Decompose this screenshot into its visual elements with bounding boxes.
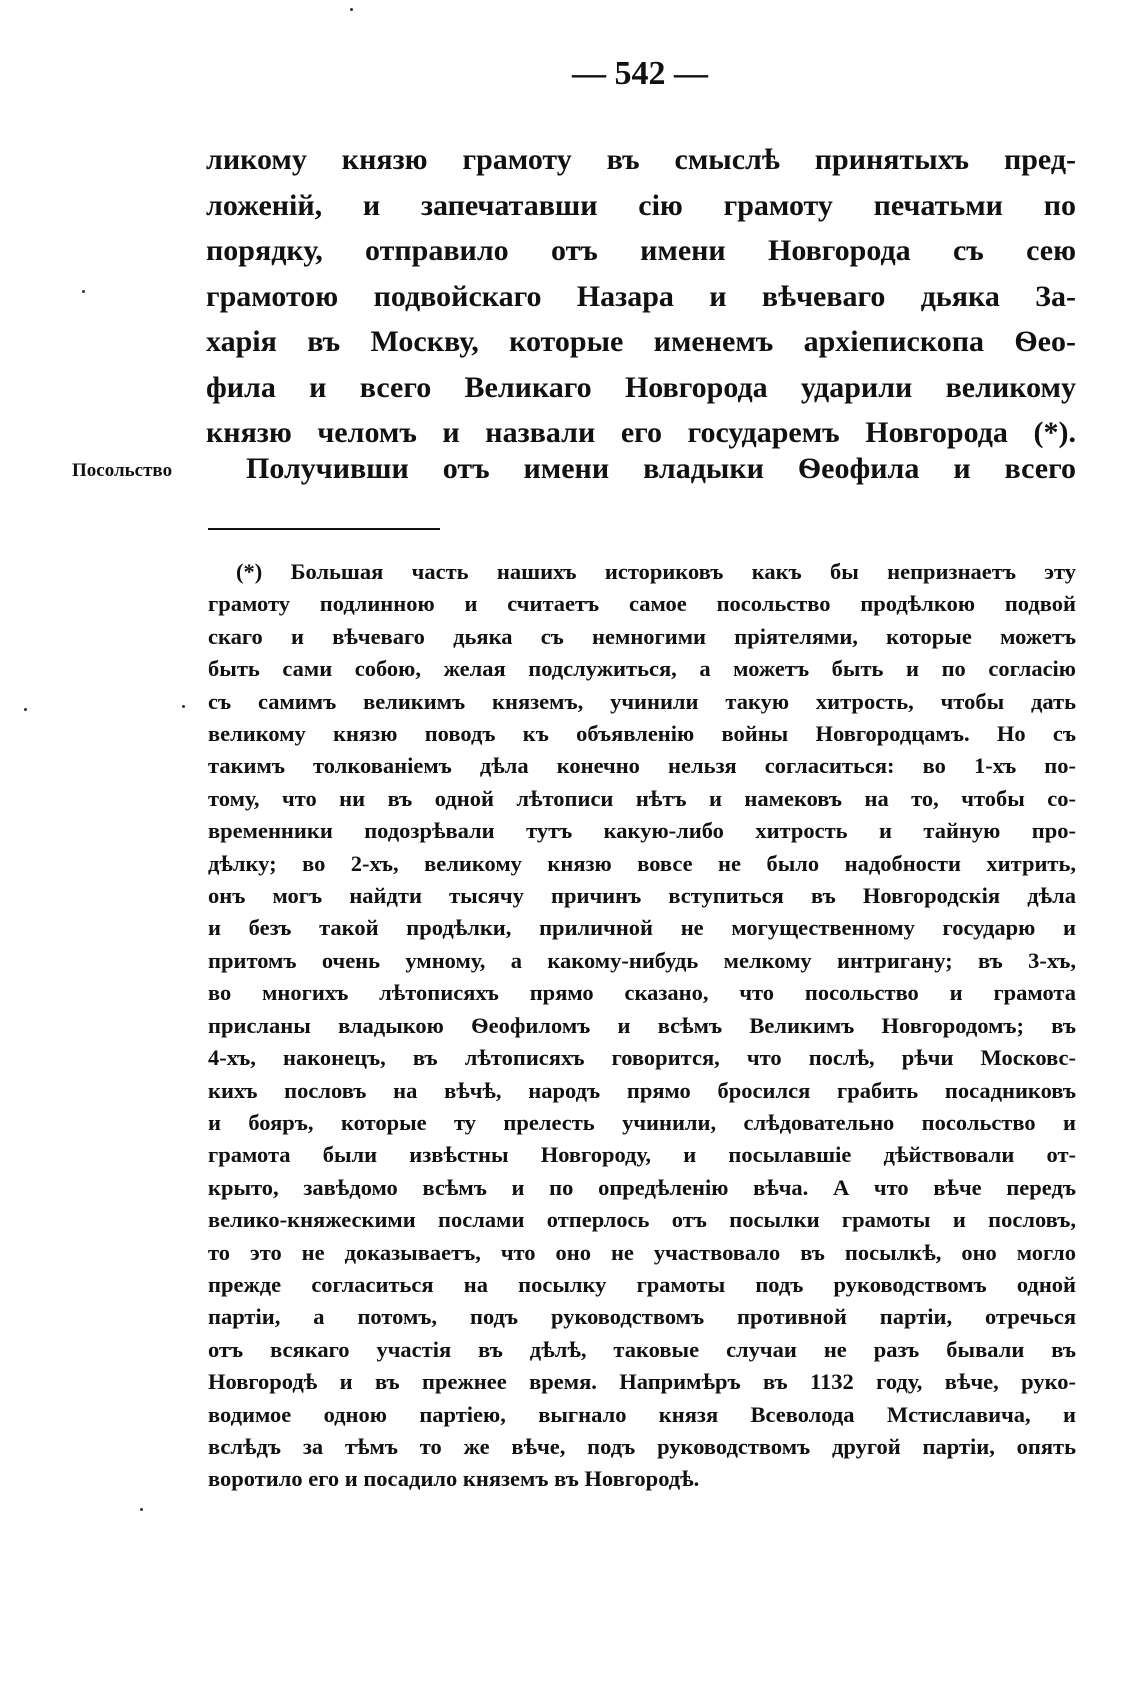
scan-speck — [24, 708, 27, 711]
main-text — [206, 137, 1076, 456]
footnote-line: то это не доказываетъ, что оно не участвовало въ посылкѣ, оно могло — [208, 1239, 1076, 1265]
footnote-line: тому, что ни въ одной лѣтописи нѣтъ и намековъ на то, чтобы со- — [208, 785, 1076, 811]
footnote-line: съ самимъ великимъ княземъ, учинили такую хитрость, чтобы дать — [208, 688, 1076, 714]
footnote-line: велико-княжескими послами отперлось отъ посылки грамоты и пословъ, — [208, 1207, 1076, 1233]
footnote-line: онъ могъ найдти тысячу причинъ вступиться въ Новгородскія дѣла — [208, 883, 1076, 909]
main-text-line: харія въ Москву, которые именемъ архіепископа Ѳео- — [206, 325, 1076, 358]
footnote-line: временники подозрѣвали тутъ какую-либо хитрость и тайную про- — [208, 818, 1076, 844]
footnote-line: отъ всякаго участія въ дѣлѣ, таковые случаи не разъ бывали въ — [208, 1336, 1076, 1362]
footnote-line: грамоту подлинною и считаетъ самое посольство продѣлкою подвой — [208, 591, 1076, 617]
footnote-line: такимъ толкованіемъ дѣла конечно нельзя согласиться: во 1-хъ по- — [208, 753, 1076, 779]
footnote-line: притомъ очень умному, а какому-нибудь мелкому интригану; въ 3-хъ, — [208, 947, 1076, 973]
footnote-line: грамота были извѣстны Новгороду, и посылавшіе дѣйствовали от- — [208, 1142, 1076, 1168]
footnote-line: кихъ пословъ на вѣчѣ, народъ прямо бросился грабить посадниковъ — [208, 1077, 1076, 1103]
footnote-line: и безъ такой продѣлки, приличной не могущественному государю и — [208, 915, 1076, 941]
main-text-line: ликому князю грамоту въ смыслѣ принятыхъ пред- — [206, 143, 1076, 176]
scan-speck — [182, 705, 185, 708]
footnote-line: воротило его и посадило княземъ въ Новгородѣ. — [208, 1466, 700, 1492]
footnote-line: прежде согласиться на посылку грамоты подъ руководствомъ одной — [208, 1271, 1076, 1297]
footnote-line: великому князю поводъ къ объявленію войны Новгородцамъ. Но съ — [208, 721, 1076, 747]
footnote-line: дѣлку; во 2-хъ, великому князю вовсе не было надобности хитрить, — [208, 850, 1076, 876]
footnote-line: быть сами собою, желая подслужиться, а можетъ быть и по согласію — [208, 656, 1076, 682]
footnote-line: крыто, завѣдомо всѣмъ и по опредѣленію вѣча. А что вѣче передъ — [208, 1174, 1076, 1200]
footnote-line: 4-хъ, наконецъ, въ лѣтописяхъ говорится, что послѣ, рѣчи Московс- — [208, 1045, 1076, 1071]
marginal-note: Посольство — [72, 460, 173, 481]
main-text-line: грамотою подвойскаго Назара и вѣчеваго дьяка За- — [206, 279, 1076, 313]
footnote-line: присланы владыкою Ѳеофиломъ и всѣмъ Великимъ Новгородомъ; въ — [208, 1012, 1076, 1038]
main-text-line: порядку, отправило отъ имени Новгорода съ сею — [206, 234, 1076, 267]
footnote-line: вслѣдъ за тѣмъ то же вѣче, подъ руководствомъ другой партіи, опять — [208, 1433, 1076, 1459]
main-text-line: князю челомъ и назвали его государемъ Новгорода (*). — [206, 416, 1076, 449]
footnote-line: скаго и вѣчеваго дьяка съ немногими пріятелями, которые можетъ — [208, 623, 1076, 649]
footnote-line: и бояръ, которые ту прелесть учинили, слѣдовательно посольство и — [208, 1109, 1076, 1135]
footnote-line: партіи, а потомъ, подъ руководствомъ противной партіи, отречься — [208, 1304, 1076, 1330]
footnote-line: водимое одною партіею, выгнало князя Всеволода Мстиславича, и — [208, 1401, 1076, 1427]
footnote-line: во многихъ лѣтописяхъ прямо сказано, что посольство и грамота — [208, 980, 1076, 1006]
paragraph-start-line: Получивши отъ имени владыки Ѳеофила и всего — [246, 452, 1076, 485]
scan-speck — [82, 290, 85, 293]
page-number: — 542 — — [572, 55, 708, 92]
footnote-separator — [208, 528, 440, 530]
scan-speck — [140, 1508, 143, 1511]
footnote — [208, 556, 1076, 1496]
footnote-line: Новгородѣ и въ прежнее время. Напримѣръ въ 1132 году, вѣче, руко- — [208, 1369, 1076, 1395]
footnote-line: (*) Большая часть нашихъ историковъ какъ бы непризнаетъ эту — [236, 559, 1076, 584]
scan-speck — [350, 8, 353, 11]
main-text-line: фила и всего Великаго Новгорода ударили великому — [206, 370, 1076, 404]
main-text-line: ложеній, и запечатавши сію грамоту печатьми по — [206, 188, 1076, 222]
